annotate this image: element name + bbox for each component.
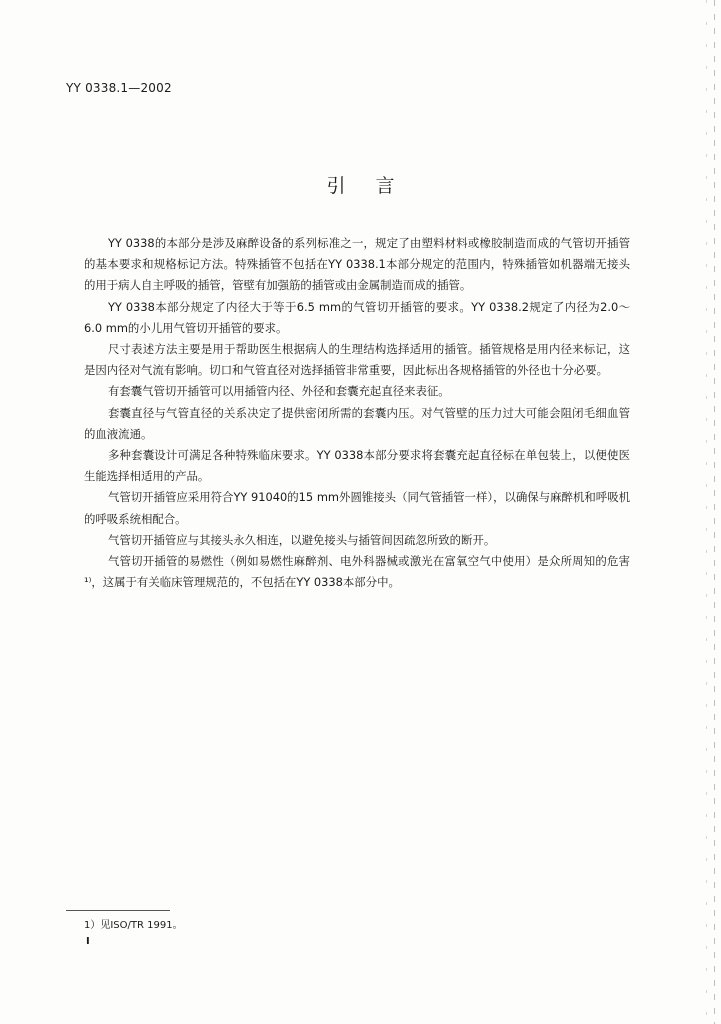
body-text [84,233,630,593]
page-number: I [86,936,90,947]
footnote: 1）见ISO/TR 1991。 [84,920,183,931]
page-title: 引言 [326,175,425,197]
document-id: YY 0338.1—2002 [66,81,172,95]
paragraph: 气管切开插管应采用符合YY 91040的15 mm外圆锥接头（同气管插管一样），以确保与麻醉机和呼吸机的呼吸系统相配合。 [84,490,630,526]
paragraph: 有套囊气管切开插管可以用插管内径、外径和套囊充起直径来表征。 [107,384,450,399]
paragraph: 气管切开插管的易燃性（例如易燃性麻醉剂、电外科器械或激光在富氧空气中使用）是众所周知的危害¹⁾，这属于有关临床管理规范的，不包括在YY 0338本部分中。 [84,554,630,590]
footnote-divider [66,910,170,911]
paragraph: 尺寸表述方法主要是用于帮助医生根据病人的生理结构选择适用的插管。插管规格是用内径来标记，这是因内径对气流有影响。切口和气管直径对选择插管非常重要，因此标出各规格插管的外径也十分必要。 [84,342,630,378]
paragraph: 套囊直径与气管直径的关系决定了提供密闭所需的套囊内压。对气管壁的压力过大可能会阻闭毛细血管的血液流通。 [84,405,630,441]
paragraph: YY 0338的本部分是涉及麻醉设备的系列标准之一，规定了由塑料材料或橡胶制造而成的气管切开插管的基本要求和规格标记方法。特殊插管不包括在YY 0338.1本部分规定的范围内，特殊插管如机器端无接头的用于病人自主呼吸的插管，管壁有加强筋的插管或由金属制造而成的插管。 [84,236,630,293]
paragraph: YY 0338本部分规定了内径大于等于6.5 mm的气管切开插管的要求。YY 0338.2规定了内径为2.0～6.0 mm的小儿用气管切开插管的要求。 [84,299,630,335]
scan-edge-mark-inner [706,0,707,1024]
paragraph: 气管切开插管应与其接头永久相连，以避免接头与插管间因疏忽所致的断开。 [107,532,496,547]
paragraph: 多种套囊设计可满足各种特殊临床要求。YY 0338本部分要求将套囊充起直径标在单包装上，以便使医生能选择相适用的产品。 [84,448,630,484]
scan-edge-mark [714,0,715,1024]
